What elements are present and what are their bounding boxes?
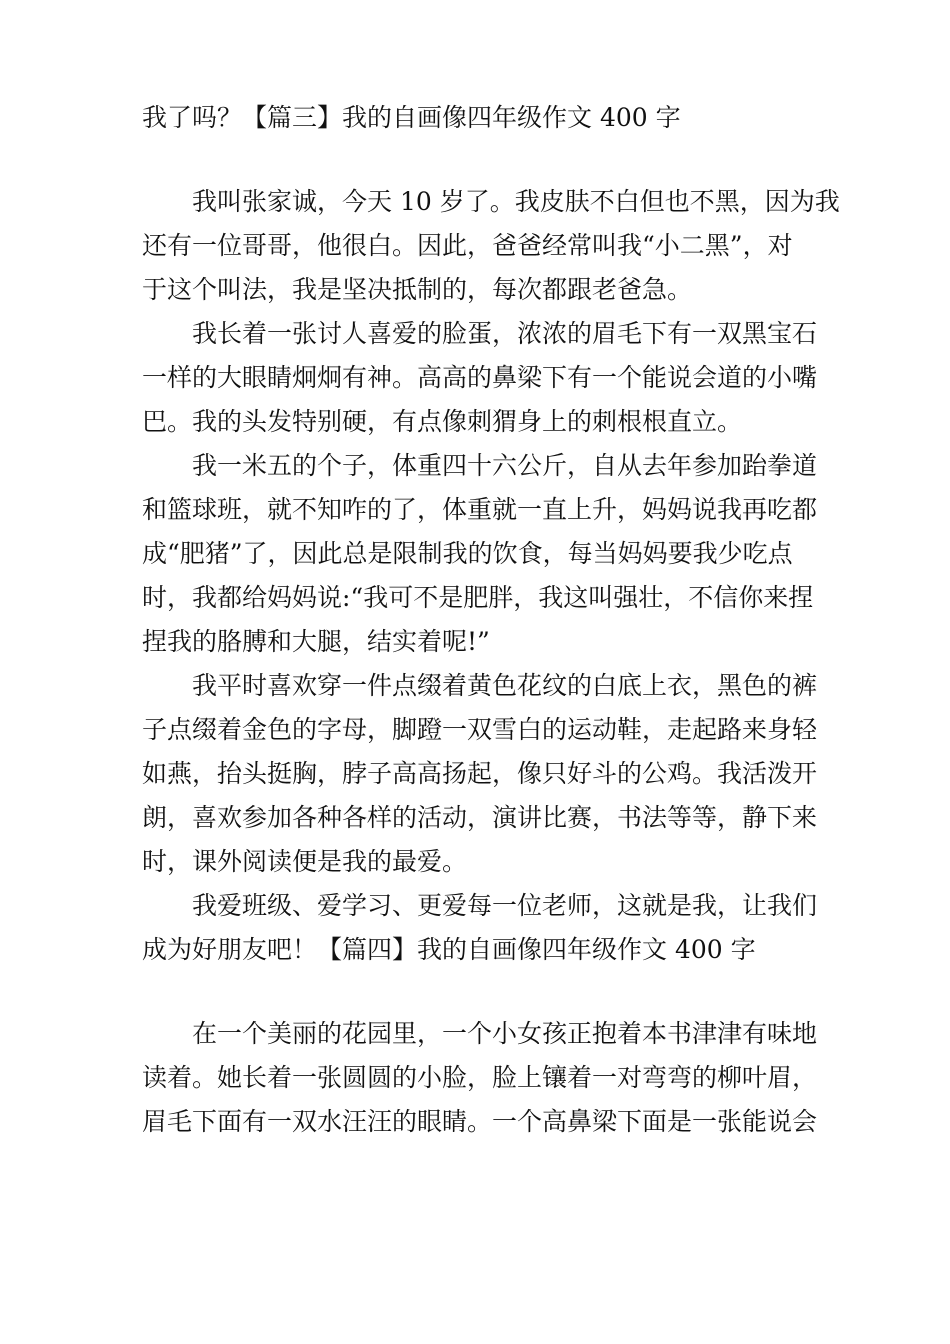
text-line: 我了吗？【篇三】我的自画像四年级作文 400 字 [142, 103, 681, 132]
text-line: 于这个叫法，我是坚决抵制的，每次都跟老爸急。 [142, 275, 693, 304]
text-line: 在一个美丽的花园里，一个小女孩正抱着本书津津有味地 [192, 1019, 818, 1048]
text-line: 和篮球班，就不知咋的了，体重就一直上升，妈妈说我再吃都 [142, 495, 818, 524]
text-line: 巴。我的头发特别硬，有点像刺猬身上的刺根根直立。 [142, 407, 743, 436]
text-line: 时，课外阅读便是我的最爱。 [142, 847, 468, 876]
text-line: 我一米五的个子，体重四十六公斤，自从去年参加跆拳道 [192, 451, 818, 480]
text-line: 一样的大眼睛炯炯有神。高高的鼻梁下有一个能说会道的小嘴 [142, 363, 818, 392]
text-line: 朗，喜欢参加各种各样的活动，演讲比赛，书法等等，静下来 [142, 803, 818, 832]
text-line: 我长着一张讨人喜爱的脸蛋，浓浓的眉毛下有一双黑宝石 [192, 319, 818, 348]
text-line: 我爱班级、爱学习、更爱每一位老师，这就是我，让我们 [192, 891, 818, 920]
text-line: 眉毛下面有一双水汪汪的眼睛。一个高鼻梁下面是一张能说会 [142, 1107, 818, 1136]
text-line: 成“肥猪”了，因此总是限制我的饮食，每当妈妈要我少吃点 [142, 539, 793, 568]
text-line: 成为好朋友吧！【篇四】我的自画像四年级作文 400 字 [142, 935, 756, 964]
text-line: 还有一位哥哥，他很白。因此，爸爸经常叫我“小二黑”，对 [142, 231, 793, 260]
text-line: 我叫张家诚，今天 10 岁了。我皮肤不白但也不黑，因为我 [192, 187, 840, 216]
text-line: 捏我的胳膊和大腿，结实着呢!” [142, 627, 490, 656]
text-line: 读着。她长着一张圆圆的小脸，脸上镶着一对弯弯的柳叶眉， [142, 1063, 818, 1092]
text-line: 子点缀着金色的字母，脚蹬一双雪白的运动鞋，走起路来身轻 [142, 715, 818, 744]
text-line: 如燕，抬头挺胸，脖子高高扬起，像只好斗的公鸡。我活泼开 [142, 759, 818, 788]
text-line: 我平时喜欢穿一件点缀着黄色花纹的白底上衣，黑色的裤 [192, 671, 818, 700]
text-line: 时，我都给妈妈说:“我可不是肥胖，我这叫强壮，不信你来捏 [142, 583, 814, 612]
